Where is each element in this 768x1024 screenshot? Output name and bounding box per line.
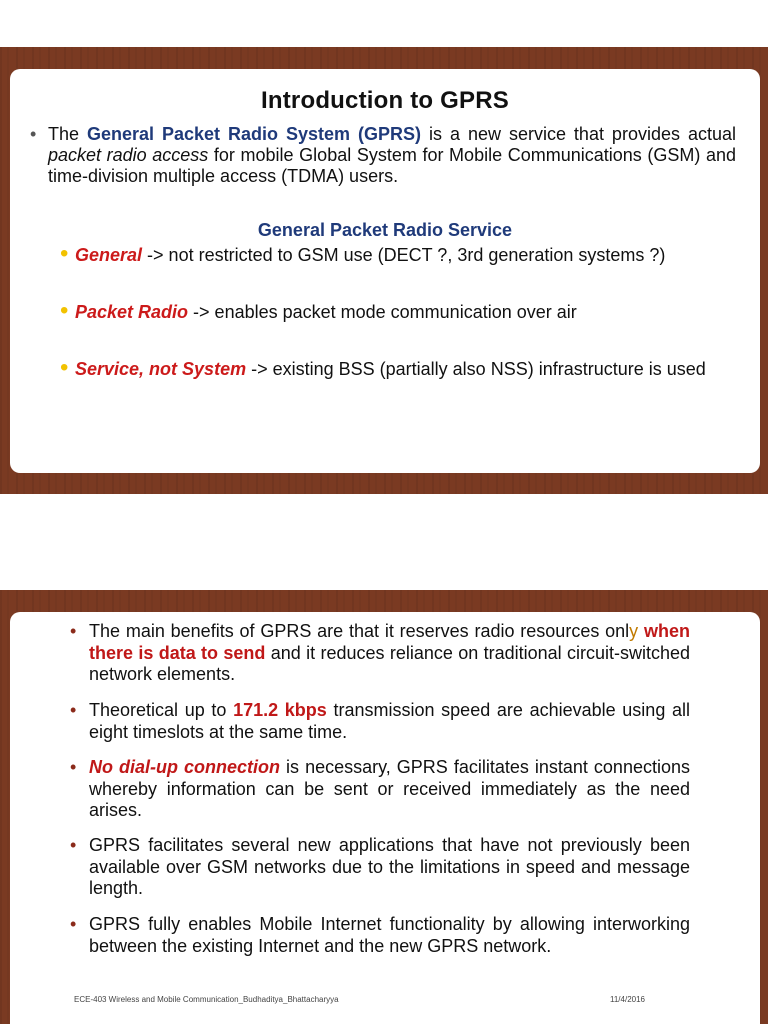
- bullet-icon: •: [60, 297, 69, 324]
- list-item: [70, 914, 690, 957]
- bullet-icon: •: [60, 354, 69, 381]
- list-item: [70, 757, 690, 822]
- list-item: [70, 835, 690, 900]
- intro-text: [48, 124, 736, 187]
- bullet-icon: •: [70, 835, 77, 855]
- bullet-icon: •: [70, 757, 77, 777]
- bullet-icon: •: [70, 700, 77, 720]
- intro-italic: packet radio access: [48, 145, 209, 165]
- bullet-emphasis: 171.2 kbps: [233, 700, 327, 720]
- item-term: Service, not System: [75, 359, 247, 379]
- bullet-icon: •: [70, 621, 77, 641]
- slide-title: Introduction to GPRS: [261, 87, 509, 114]
- footer-date: 11/4/2016: [610, 995, 645, 1004]
- bullet-icon: •: [30, 124, 37, 144]
- bullet-text: transmission speed are achievable using all eight timeslots at the same time.: [89, 700, 691, 742]
- bullet-text: y: [629, 621, 639, 641]
- bullet-text: GPRS facilitates several new applications that have not previously been available over GSM networks due to the limitations in speed and message length.: [89, 835, 690, 898]
- bullet-text: is necessary, GPRS facilitates instant connections whereby information can be sent or received immediately as the need arises.: [89, 757, 690, 820]
- intro-paragraph: [30, 124, 736, 187]
- bullet-emphasis: No dial-up connection: [89, 757, 281, 777]
- list-item: [60, 354, 726, 381]
- list-item: [70, 621, 690, 686]
- subheading: General Packet Radio Service: [257, 220, 513, 240]
- item-term: General: [75, 245, 143, 265]
- list-item: [70, 700, 690, 743]
- bullet-icon: •: [60, 240, 69, 267]
- item-text: -> not restricted to GSM use (DECT ?, 3rd generation systems ?): [142, 245, 666, 265]
- list-item: [60, 297, 726, 324]
- intro-term: General Packet Radio System (GPRS): [87, 124, 422, 144]
- slide-1: [0, 47, 768, 494]
- bullet-text: and it reduces reliance on traditional circuit-switched network elements.: [89, 642, 690, 684]
- bullet-text: GPRS fully enables Mobile Internet functionality by allowing interworking between the existing Internet and the new GPRS network.: [89, 914, 690, 956]
- intro-mid: is a new service that provides actual: [421, 124, 736, 144]
- item-text: -> enables packet mode communication over air: [188, 302, 577, 322]
- footer-course: ECE-403 Wireless and Mobile Communication_Budhaditya_Bhattacharyya: [74, 995, 339, 1004]
- bullet-icon: •: [70, 914, 77, 934]
- item-term: Packet Radio: [75, 302, 189, 322]
- bullet-text: The main benefits of GPRS are that it reserves radio resources onl: [89, 621, 630, 641]
- intro-rest: for mobile Global System for Mobile Communications (GSM) and time-division multiple access (TDMA) users.: [48, 145, 736, 186]
- bullet-text: Theoretical up to: [89, 700, 234, 720]
- item-text: -> existing BSS (partially also NSS) infrastructure is used: [246, 359, 706, 379]
- slide-2: [0, 590, 768, 1024]
- bullet-emphasis: when there is data to send: [89, 621, 690, 663]
- slide-1-card: [10, 69, 760, 473]
- intro-pre: The: [48, 124, 87, 144]
- slide-2-card: [10, 612, 760, 1024]
- list-item: [60, 240, 726, 267]
